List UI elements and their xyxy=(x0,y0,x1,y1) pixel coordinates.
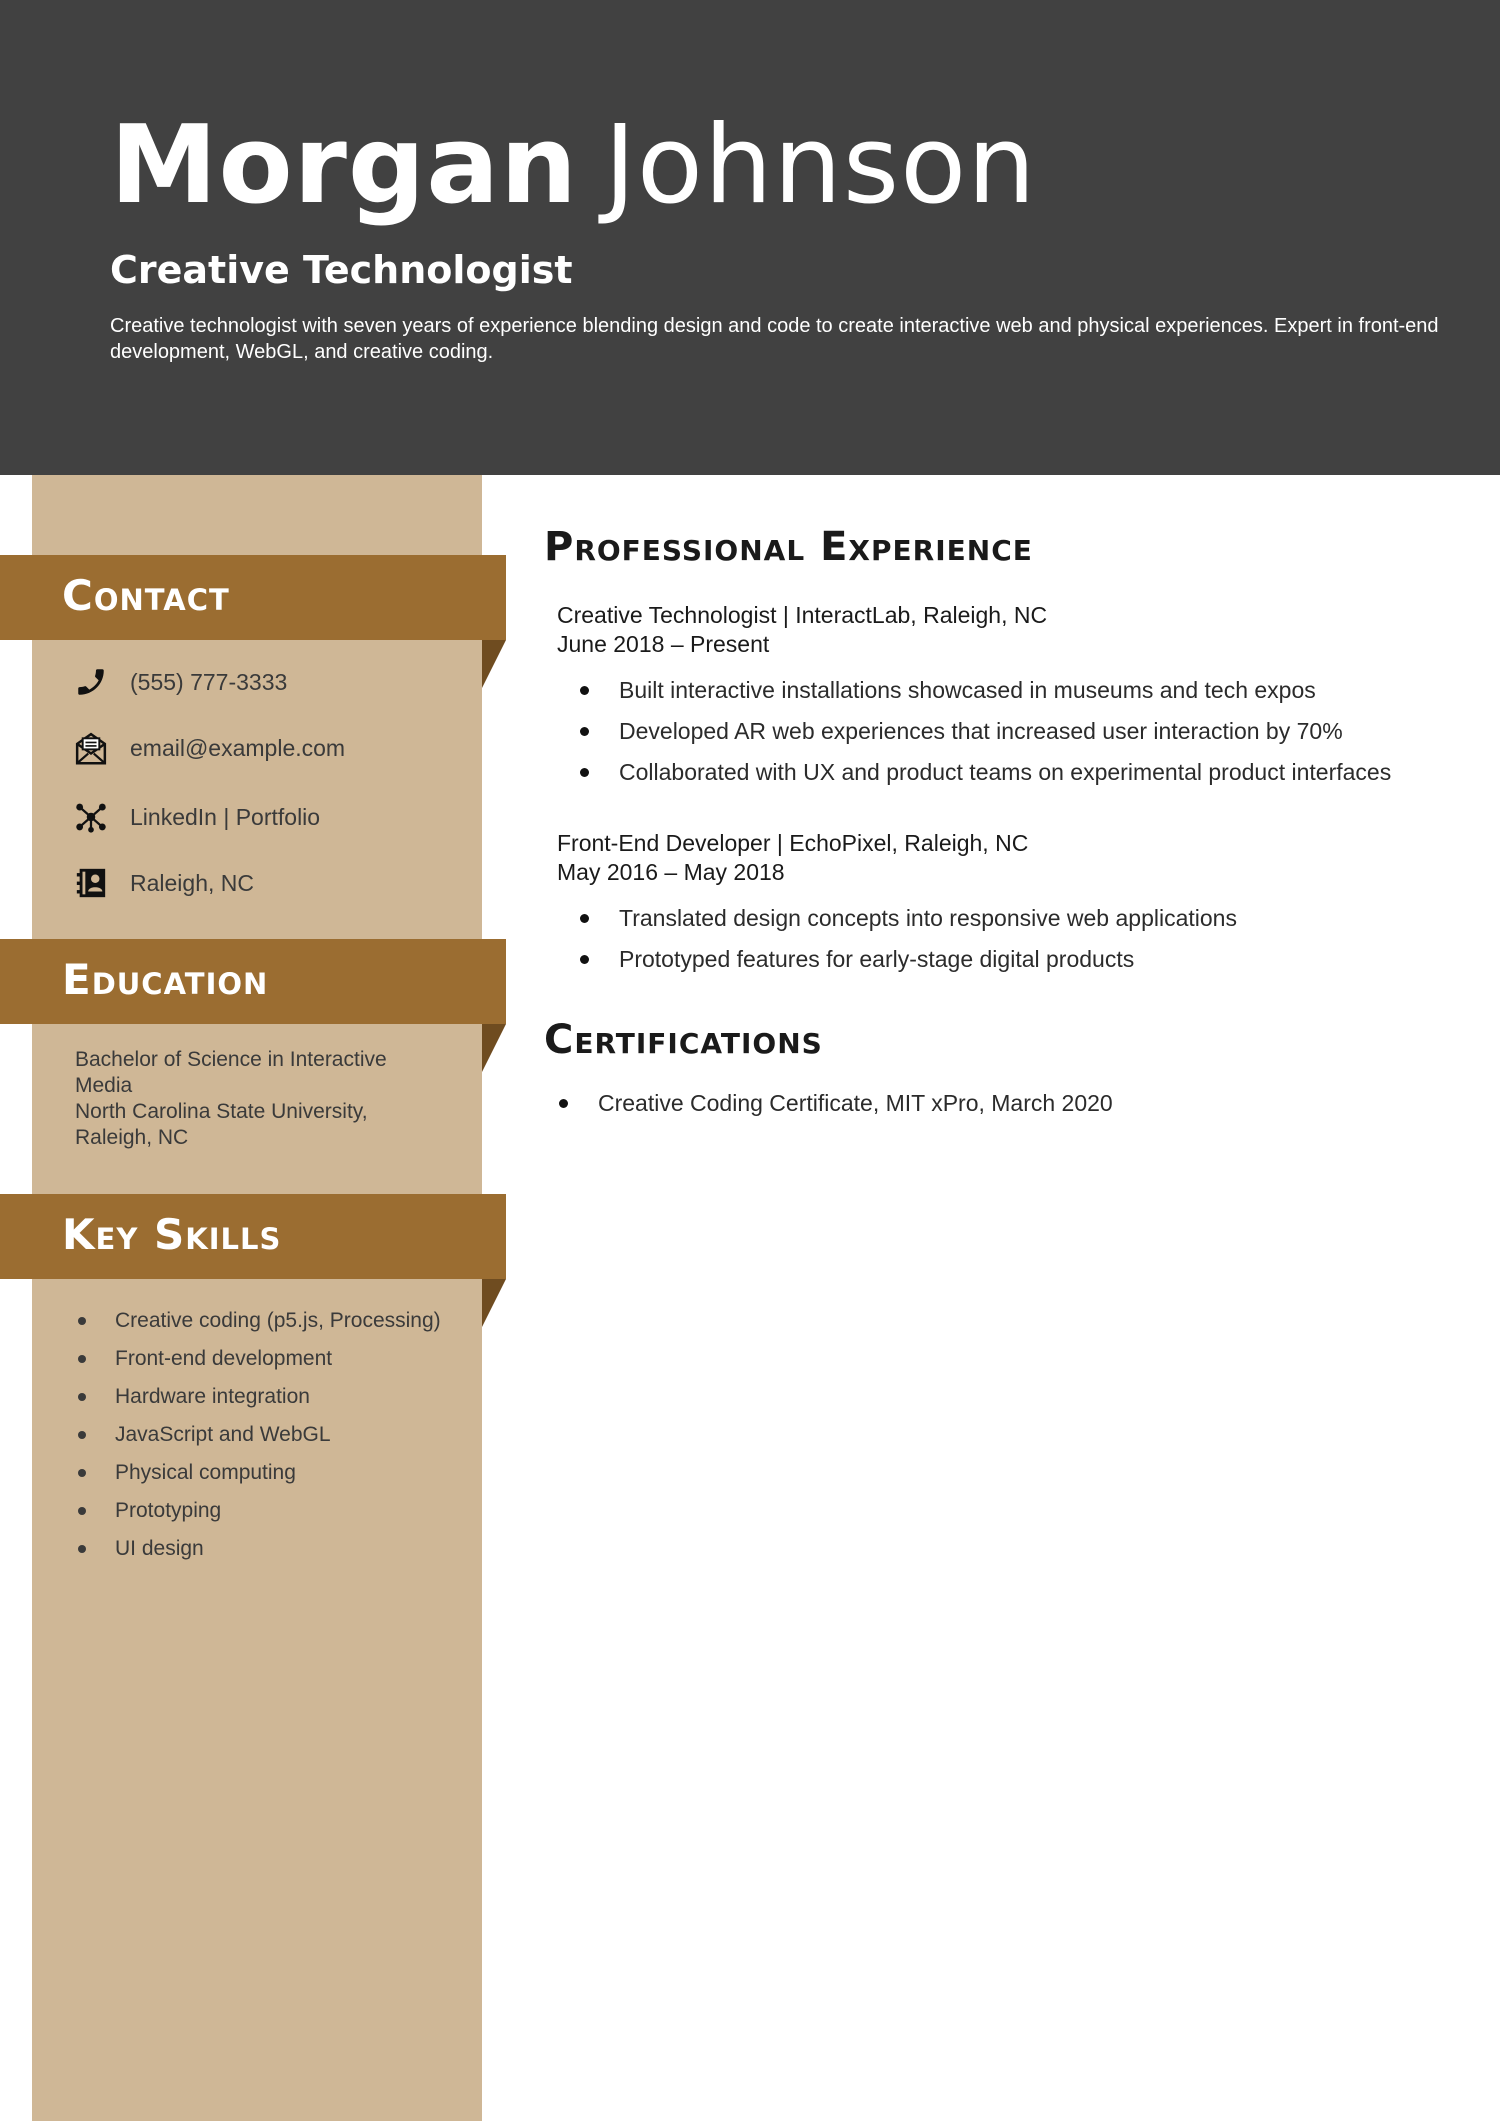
skills-heading: Key Skills xyxy=(62,1210,282,1259)
degree: Bachelor of Science in Interactive Media xyxy=(75,1048,387,1097)
list-item: Creative coding (p5.js, Processing) xyxy=(75,1302,441,1340)
list-item: JavaScript and WebGL xyxy=(75,1416,441,1454)
list-item: Physical computing xyxy=(75,1454,441,1492)
job-entry-1-bullets xyxy=(580,670,1391,793)
certifications-list xyxy=(559,1083,1113,1124)
contact-location xyxy=(72,863,254,903)
job-entry-1-header xyxy=(557,601,1047,659)
list-item: UI design xyxy=(75,1530,441,1568)
list-item: Front-end development xyxy=(75,1340,441,1378)
skills-band-fold xyxy=(482,1279,506,1327)
bullet-icon xyxy=(78,1355,86,1363)
list-item: Prototyping xyxy=(75,1492,441,1530)
skills-list xyxy=(75,1302,441,1568)
bullet-icon xyxy=(580,914,589,923)
list-item: Built interactive installations showcased in museums and tech expos xyxy=(580,670,1391,711)
bullet-icon xyxy=(580,686,589,695)
bullet-icon xyxy=(78,1545,86,1553)
contact-heading-band xyxy=(0,555,506,640)
bullet-icon xyxy=(78,1469,86,1477)
contact-band-fold xyxy=(482,640,506,688)
list-item: Prototyped features for early-stage digital products xyxy=(580,939,1237,980)
job-entry-2-bullets xyxy=(580,898,1237,980)
first-name: Morgan xyxy=(110,103,579,228)
certifications-heading: Certifications xyxy=(544,1017,823,1063)
profile-summary: Creative technologist with seven years of experience blending design and code to create interactive web and physical experiences. Expert in front-end development, WebGL, and creative coding. xyxy=(110,315,1439,363)
contact-email xyxy=(72,728,345,768)
contact-heading: Contact xyxy=(62,571,230,620)
sidebar xyxy=(32,475,482,2121)
education-heading: Education xyxy=(62,955,269,1004)
address-book-icon xyxy=(72,864,110,902)
resume-header xyxy=(0,0,1500,475)
bullet-icon xyxy=(580,955,589,964)
education-band-fold xyxy=(482,1024,506,1072)
list-item: Creative Coding Certificate, MIT xPro, March 2020 xyxy=(559,1083,1113,1124)
bullet-icon xyxy=(580,768,589,777)
education-entry xyxy=(75,1047,435,1151)
network-icon xyxy=(72,798,110,836)
bullet-icon xyxy=(580,727,589,736)
bullet-icon xyxy=(559,1099,568,1108)
experience-heading: Professional Experience xyxy=(544,524,1033,570)
linkedin-portfolio-link[interactable]: LinkedIn | Portfolio xyxy=(130,803,321,830)
education-heading-band xyxy=(0,939,506,1024)
list-item: Collaborated with UX and product teams on experimental product interfaces xyxy=(580,752,1391,793)
job-role-line: Front-End Developer | EchoPixel, Raleigh, NC xyxy=(557,830,1029,856)
contact-links xyxy=(72,797,320,837)
location: Raleigh, NC xyxy=(130,869,254,896)
bullet-icon xyxy=(78,1317,86,1325)
job-role-line: Creative Technologist | InteractLab, Raleigh, NC xyxy=(557,602,1048,628)
last-name: Johnson xyxy=(604,103,1037,228)
bullet-icon xyxy=(78,1431,86,1439)
university: North Carolina State University, Raleigh, NC xyxy=(75,1100,368,1149)
list-item: Translated design concepts into responsive web applications xyxy=(580,898,1237,939)
phone-number[interactable]: (555) 777-3333 xyxy=(130,668,288,695)
bullet-icon xyxy=(78,1393,86,1401)
job-dates: June 2018 – Present xyxy=(557,631,770,657)
phone-icon xyxy=(72,663,110,701)
job-dates: May 2016 – May 2018 xyxy=(557,859,785,885)
contact-phone xyxy=(72,662,287,702)
list-item: Hardware integration xyxy=(75,1378,441,1416)
job-title: Creative Technologist xyxy=(110,248,573,292)
email-icon xyxy=(72,729,110,767)
bullet-icon xyxy=(78,1507,86,1515)
full-name xyxy=(110,103,1037,228)
job-entry-2-header xyxy=(557,829,1028,887)
skills-heading-band xyxy=(0,1194,506,1279)
list-item: Developed AR web experiences that increased user interaction by 70% xyxy=(580,711,1391,752)
email-address[interactable]: email@example.com xyxy=(130,734,346,761)
